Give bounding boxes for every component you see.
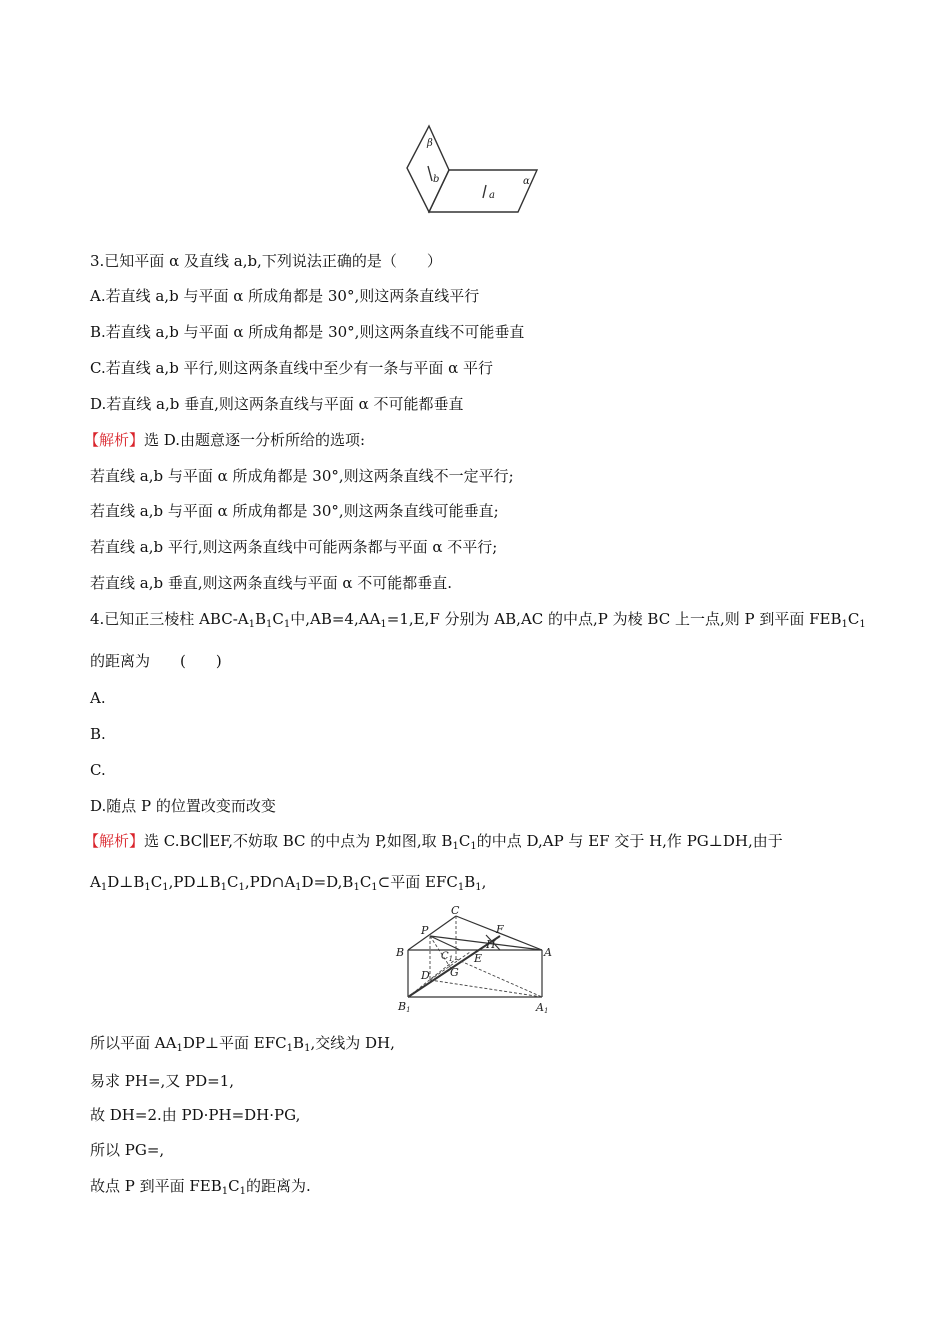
label-beta: β [427,138,433,149]
prism-diagram [390,904,562,1016]
label-e: E [474,952,483,965]
line-a [483,185,486,198]
label-f: F [496,923,504,936]
q4-conclusion-line-4: 所以 PG=, [90,1141,165,1159]
q4-conclusion-line-3: 故 DH=2.由 PD·PH=DH·PG, [90,1106,301,1124]
q4-option-b: B. [90,725,106,743]
q3-option-a: A.若直线 a,b 与平面 α 所成角都是 30°,则这两条直线平行 [90,287,480,305]
q4-option-c: C. [90,761,106,779]
q4-conclusion-line-1: 所以平面 $AA_1DP\perp$平面 $EFC_1B_1$,交线为 DH, [90,1034,395,1054]
q4-conclusion-line-5: 故点 P 到平面 $FEB_1C_1$的距离为. [90,1177,311,1197]
label-g: G [450,966,459,979]
label-c: C [451,904,460,917]
q3-analysis-heading: 【解析】选 D.由题意逐一分析所给的选项: [84,431,366,449]
q4-stem: 4.已知正三棱柱 ABC-$A_1B_1C_1$中$,AB=4,AA_1=1,E,F$ 分别为 AB,AC 的中点,P 为棱 BC 上一点,则 P 到平面 $FEB_1C_1$ [90,610,866,630]
label-alpha: α [523,176,530,187]
label-c1: $C_1$ [441,951,454,963]
q3-analysis-line: 若直线 a,b 与平面 α 所成角都是 30°,则这两条直线不一定平行; [90,467,514,485]
label-d: D [421,969,430,982]
analysis-tag: 【解析】 [84,832,145,850]
q4-stem-continued: 的距离为 ( ) [90,652,222,670]
label-b: B [396,946,405,959]
label-h: H [486,938,496,951]
q3-stem: 3.已知平面 α 及直线 a,b,下列说法正确的是（ ） [90,252,442,270]
q4-option-a: A. [90,689,106,707]
figure-planes [405,124,545,216]
plane-alpha [429,170,537,212]
q3-analysis-line: 若直线 a,b 垂直,则这两条直线与平面 α 不可能都垂直. [90,574,453,592]
label-a1: A1 [536,1001,549,1015]
analysis-tag: 【解析】 [84,431,145,449]
planes-diagram [405,124,545,216]
label-a: a [489,190,495,201]
figure-prism [390,904,562,1016]
q4-option-d: D.随点 P 的位置改变而改变 [90,797,276,815]
q3-analysis-line: 若直线 a,b 平行,则这两条直线中可能两条都与平面 α 不平行; [90,538,498,556]
q3-option-b: B.若直线 a,b 与平面 α 所成角都是 30°,则这两条直线不可能垂直 [90,323,525,341]
q4-analysis-line-1: 【解析】选 C.BC∥EF,不妨取 BC 的中点为 P,如图,取 $B_1C_1$的中点 D,AP 与 EF 交于 H,作 PG⊥DH,由于 [84,832,783,852]
q4-conclusion-line-2: 易求 PH=,又 PD=1, [90,1072,235,1090]
q4-analysis-line-2: $A_1D\perp B_1C_1,PD\perp B_1C_1,PD\cap A_1D=D,B_1C_1\subset$平面 $EFC_1B_1$, [90,873,487,893]
label-b: b [433,174,440,185]
label-b1: B1 [398,1000,411,1014]
label-a: A [544,946,552,959]
q3-option-c: C.若直线 a,b 平行,则这两条直线中至少有一条与平面 α 平行 [90,359,493,377]
q3-analysis-line: 若直线 a,b 与平面 α 所成角都是 30°,则这两条直线可能垂直; [90,502,499,520]
line-b [428,166,432,181]
q3-option-d: D.若直线 a,b 垂直,则这两条直线与平面 α 不可能都垂直 [90,395,464,413]
label-p: P [421,924,429,937]
